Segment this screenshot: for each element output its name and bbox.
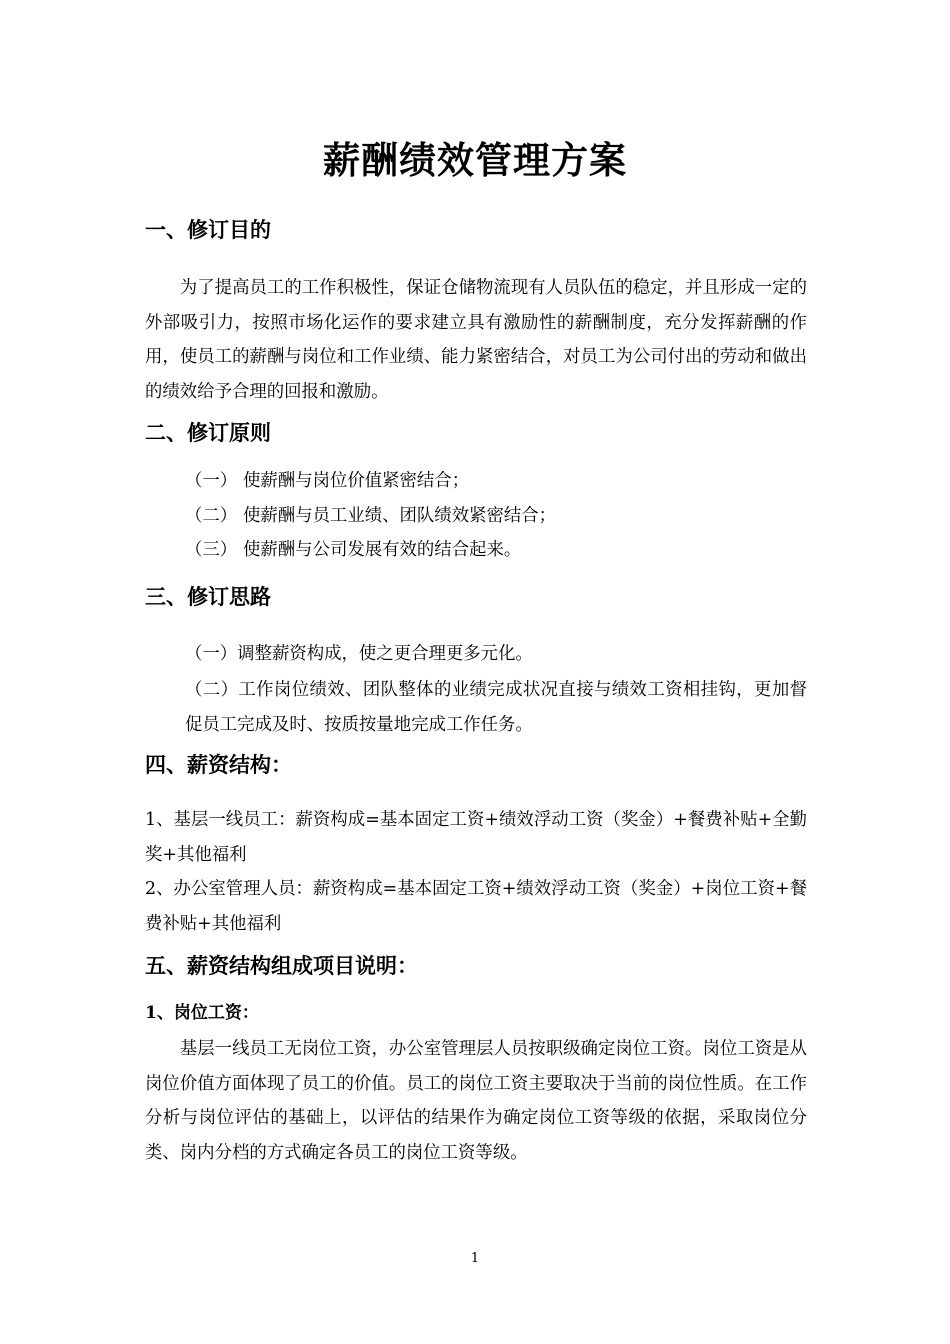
list-item-marker: （二） xyxy=(185,506,238,526)
section-heading-approach: 三、修订思路 xyxy=(145,584,271,609)
list-item-principle-1 xyxy=(185,466,469,496)
structure-item-office: 2、办公室管理人员：薪资构成=基本固定工资+绩效浮动工资（奖金）+岗位工资+餐费补贴+其他福利 xyxy=(145,879,807,934)
subsection-heading-position-wage: 1、岗位工资： xyxy=(145,1003,259,1023)
page-number: 1 xyxy=(470,1251,480,1266)
list-item-principle-2 xyxy=(185,501,556,531)
section-heading-components: 五、薪资结构组成项目说明： xyxy=(145,953,418,978)
section-paragraph-purpose: 为了提高员工的工作积极性，保证仓储物流现有人员队伍的稳定，并且形成一定的外部吸引力，按照市场化运作的要求建立具有激励性的薪酬制度，充分发挥薪酬的作用，使员工的薪酬与岗位和工作业绩、能力紧密结合，对员工为公司付出的劳动和做出的绩效给予合理的回报和激励。 xyxy=(145,278,807,402)
document-title: 薪酬绩效管理方案 xyxy=(323,138,627,182)
list-item-text: 使薪酬与员工业绩、团队绩效紧密结合； xyxy=(243,506,557,526)
structure-item-frontline: 1、基层一线员工：薪资构成=基本固定工资+绩效浮动工资（奖金）+餐费补贴+全勤奖+其他福利 xyxy=(145,810,807,865)
list-item-marker: （一） xyxy=(185,471,238,491)
list-item-text: 使薪酬与公司发展有效的结合起来。 xyxy=(243,540,522,560)
list-item-marker: （三） xyxy=(185,540,238,560)
section-heading-principles: 二、修订原则 xyxy=(145,420,271,445)
section-heading-purpose: 一、修订目的 xyxy=(145,217,271,242)
list-item-principle-3 xyxy=(185,535,521,565)
section-heading-structure: 四、薪资结构： xyxy=(145,752,292,777)
subsection-paragraph-position-wage: 基层一线员工无岗位工资，办公室管理层人员按职级确定岗位工资。岗位工资是从岗位价值方面体现了员工的价值。员工的岗位工资主要取决于当前的岗位性质。在工作分析与岗位评估的基础上，以评估的结果作为确定岗位工资等级的依据，采取岗位分类、岗内分档的方式确定各员工的岗位工资等级。 xyxy=(145,1039,807,1163)
list-item-approach-1: （一）调整薪资构成，使之更合理更多元化。 xyxy=(185,644,533,664)
list-item-text: 使薪酬与岗位价值紧密结合； xyxy=(243,471,470,491)
list-item-approach-2: （二）工作岗位绩效、团队整体的业绩完成状况直接与绩效工资相挂钩，更加督促员工完成及时、按质按量地完成工作任务。 xyxy=(185,680,807,735)
